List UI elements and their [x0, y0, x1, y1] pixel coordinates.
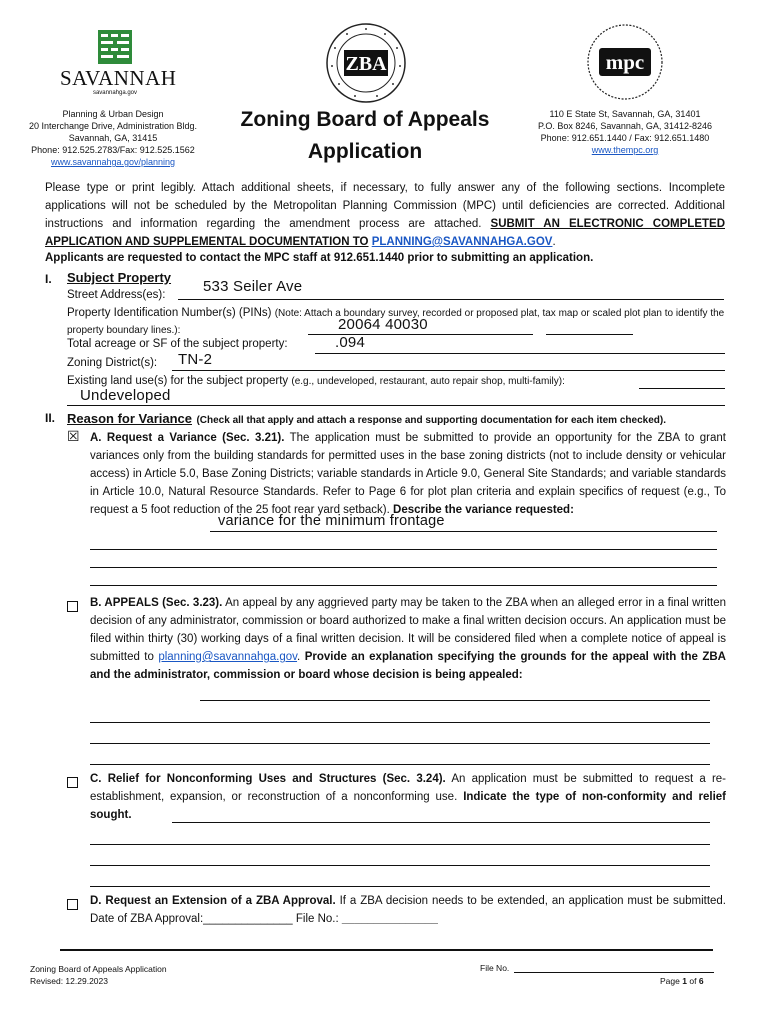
- zoning-underline: [172, 370, 725, 371]
- item-b-email[interactable]: planning@savannahga.gov: [158, 651, 298, 663]
- item-a-line-3: [90, 567, 717, 568]
- pin-note: (Note: Attach a boundary survey, recorded or proposed plat, tax map or scaled plot plan to identify the property boundary lines.):: [67, 308, 725, 336]
- pin-label: Property Identification Number(s) (PINs): [67, 307, 272, 319]
- item-c-line-2: [90, 844, 710, 845]
- item-b-text: An appeal by any aggrieved party may be taken to the ZBA when an alleged error in a final written decision of any administrator, commission or board authorized to make a final written decision occurs. An application must be filed within thirty (30) working days of a final written decision. It will be considered filed when a complete notice of appeal is submitted to: [90, 597, 726, 663]
- left-phone: Phone: 912.525.2783/Fax: 912.525.1562: [31, 145, 195, 155]
- street-underline: [178, 299, 724, 300]
- right-address2: P.O. Box 8246, Savannah, GA, 31412-8246: [538, 121, 712, 131]
- item-a-paragraph: [90, 429, 726, 519]
- right-link[interactable]: www.thempc.org: [591, 145, 659, 155]
- mpc-logo-icon: [585, 22, 665, 102]
- savannah-logo-text: SAVANNAH: [60, 66, 177, 90]
- right-address-block: [525, 108, 725, 156]
- item-b-line-4: [90, 764, 710, 765]
- left-address-block: [18, 108, 208, 168]
- item-a-line-4: [90, 585, 717, 586]
- item-d-text: If a ZBA decision needs to be extended, an application must be submitted. Date of ZBA Approval:______________ File No.:: [90, 895, 726, 925]
- pin-underline-2: [546, 334, 633, 335]
- item-a-line-2: [90, 549, 717, 550]
- item-a-text: The application must be submitted to provide an opportunity for the ZBA to grant variances only from the building standards for permitted uses in the base zoning districts (not to include density or vehicular access) in Article 5.0, Base Zoning Districts; variable standards in Article 9.0, General Site Standards; and variable standards in Article 10.0, Natural Resource Standards. Refer to Page 6 for plot plan criteria and explain specifics of request (e.g., To request a 5 foot reduction of the 25 foot rear yard setback).: [90, 432, 726, 516]
- footer-doc-name: Zoning Board of Appeals Application: [30, 964, 167, 974]
- intro-paragraph: Please type or print legibly. Attach additional sheets, if necessary, to fully answer any of the following sections. Incomplete applications will not be scheduled by the Metropolitan Planning Commission (MPC) until deficiencies are corrected. Additional instructions and information regarding the amendment process are attached. SUBMIT AN ELECTRONIC COMPLETED APPLICATION AND SUPPLEMENTAL DOCUMENTATION TO PLANNING@SAVANNAHGA.GOV.: [45, 182, 725, 248]
- footer-file-no-underline: [514, 972, 714, 973]
- right-address1: 110 E State St, Savannah, GA, 31401: [549, 109, 701, 119]
- street-label: Street Address(es):: [67, 289, 166, 301]
- section2-numeral: II.: [45, 411, 56, 425]
- savannah-logo: [60, 30, 177, 100]
- land-use-underline-1: [639, 388, 725, 389]
- item-c-line-4: [90, 886, 710, 887]
- item-c-line-3: [90, 865, 710, 866]
- footer-rule: [60, 949, 713, 951]
- land-use-row: [67, 375, 727, 387]
- land-use-note: (e.g., undeveloped, restaurant, auto repair shop, multi-family):: [291, 376, 565, 387]
- item-c-bold: Indicate the type of non-conformity and relief sought.: [90, 791, 726, 821]
- item-d-checkbox[interactable]: [67, 896, 86, 914]
- intro-submit: SUBMIT AN ELECTRONIC COMPLETED APPLICATION AND SUPPLEMENTAL DOCUMENTATION TO: [45, 218, 725, 248]
- savannah-url: savannahga.gov: [92, 90, 138, 96]
- section1-heading: Subject Property: [67, 270, 172, 285]
- section2-heading-note: (Check all that apply and attach a response and supporting documentation for each item checked).: [196, 415, 666, 426]
- item-b-underline-1: [200, 700, 710, 701]
- savannah-grid-icon: [98, 30, 132, 64]
- item-b-line-3: [90, 743, 710, 744]
- left-address2: Savannah, GA, 31415: [68, 133, 158, 143]
- item-c-paragraph: [90, 770, 726, 824]
- footer-revised: Revised: 12.29.2023: [30, 976, 108, 986]
- item-c-underline-1: [172, 822, 710, 823]
- item-b-line-2: [90, 722, 710, 723]
- item-a-title: A. Request a Variance (Sec. 3.21).: [90, 432, 285, 444]
- item-b-title: B. APPEALS (Sec. 3.23).: [90, 597, 223, 609]
- right-phone: Phone: 912.651.1440 / Fax: 912.651.1480: [540, 133, 710, 143]
- item-c-text: An application must be submitted to request a re-establishment, expansion, or reconstruction of a nonconforming use.: [90, 773, 726, 803]
- zba-seal: [325, 22, 407, 104]
- left-link[interactable]: www.savannahga.gov/planning: [50, 157, 176, 167]
- left-dept: Planning & Urban Design: [62, 109, 164, 119]
- acreage-underline: [315, 353, 725, 354]
- page-title: [225, 104, 505, 168]
- footer-page-total: 6: [698, 976, 704, 986]
- left-address1: 20 Interchange Drive, Administration Bldg.: [28, 121, 198, 131]
- title-line1: Zoning Board of Appeals: [240, 108, 490, 131]
- item-d-title: D. Request an Extension of a ZBA Approval.: [90, 895, 336, 907]
- section2-heading: Reason for Variance: [67, 411, 192, 426]
- item-a-underline-1: [210, 531, 717, 532]
- acreage-value[interactable]: .094: [335, 334, 365, 351]
- title-line2: Application: [307, 140, 423, 163]
- item-a-describe: Describe the variance requested:: [393, 504, 574, 516]
- intro-text: Please type or print legibly. Attach additional sheets, if necessary, to fully answer any of the following sections. Incomplete applications will not be scheduled by the Metropolitan Planning Commission (MPC) until deficiencies are corrected. Additional instructions and information regarding the amendment process are attached.: [45, 182, 725, 230]
- footer-page-label: Page: [660, 976, 680, 986]
- item-b-checkbox[interactable]: [67, 598, 86, 616]
- intro-contact-line: Applicants are requested to contact the MPC staff at 912.651.1440 prior to submitting an application.: [45, 252, 594, 264]
- svg-text:mpc: mpc: [605, 50, 645, 74]
- footer-page: [660, 976, 704, 986]
- footer-file-no: [480, 963, 509, 973]
- footer-page-of: of: [689, 976, 697, 986]
- item-b-paragraph: B. APPEALS (Sec. 3.23). An appeal by any aggrieved party may be taken to the ZBA when an alleged error in a final written decision of any administrator, commission or board authorized to make a final written decision occurs. An application must be filed within thirty (30) working days of a final written decision. It will be considered filed when a complete notice of appeal is submitted to planning@savannahga.gov. Provide an explanation specifying the grounds for the appeal with the ZBA and the administrator, commission or board whose decision is being appealed:: [90, 597, 726, 681]
- footer-left: [30, 963, 167, 987]
- footer-file-no-label: File No.: [480, 963, 510, 973]
- land-use-underline-2: [67, 405, 725, 406]
- street-value[interactable]: 533 Seiler Ave: [203, 278, 303, 295]
- zoning-value[interactable]: TN-2: [178, 351, 213, 368]
- zoning-label: Zoning District(s):: [67, 357, 158, 369]
- section1-numeral: I.: [45, 272, 52, 286]
- footer-page-num: 1: [682, 976, 687, 986]
- land-use-label: Existing land use(s) for the subject property: [67, 375, 289, 387]
- item-d-file-blank[interactable]: _______________: [341, 913, 438, 925]
- item-a-value[interactable]: variance for the minimum frontage: [218, 513, 445, 529]
- svg-text:ZBA: ZBA: [345, 53, 387, 75]
- zba-seal-icon: [325, 22, 407, 104]
- item-c-title: C. Relief for Nonconforming Uses and Structures (Sec. 3.24).: [90, 773, 446, 785]
- item-b-bold: Provide an explanation specifying the grounds for the appeal with the ZBA and the administrator, commission or board whose decision is being appealed:: [90, 651, 726, 681]
- item-c-checkbox[interactable]: [67, 774, 86, 792]
- acreage-label: Total acreage or SF of the subject property:: [67, 338, 288, 350]
- item-a-checkbox[interactable]: ☒: [67, 428, 80, 444]
- mpc-logo: [585, 22, 665, 102]
- section2-heading-row: [67, 410, 732, 428]
- pin-value[interactable]: 20064 40030: [338, 316, 428, 333]
- intro-email[interactable]: PLANNING@SAVANNAHGA.GOV: [371, 236, 553, 248]
- item-d-paragraph: [90, 892, 726, 928]
- land-use-value[interactable]: Undeveloped: [80, 387, 171, 404]
